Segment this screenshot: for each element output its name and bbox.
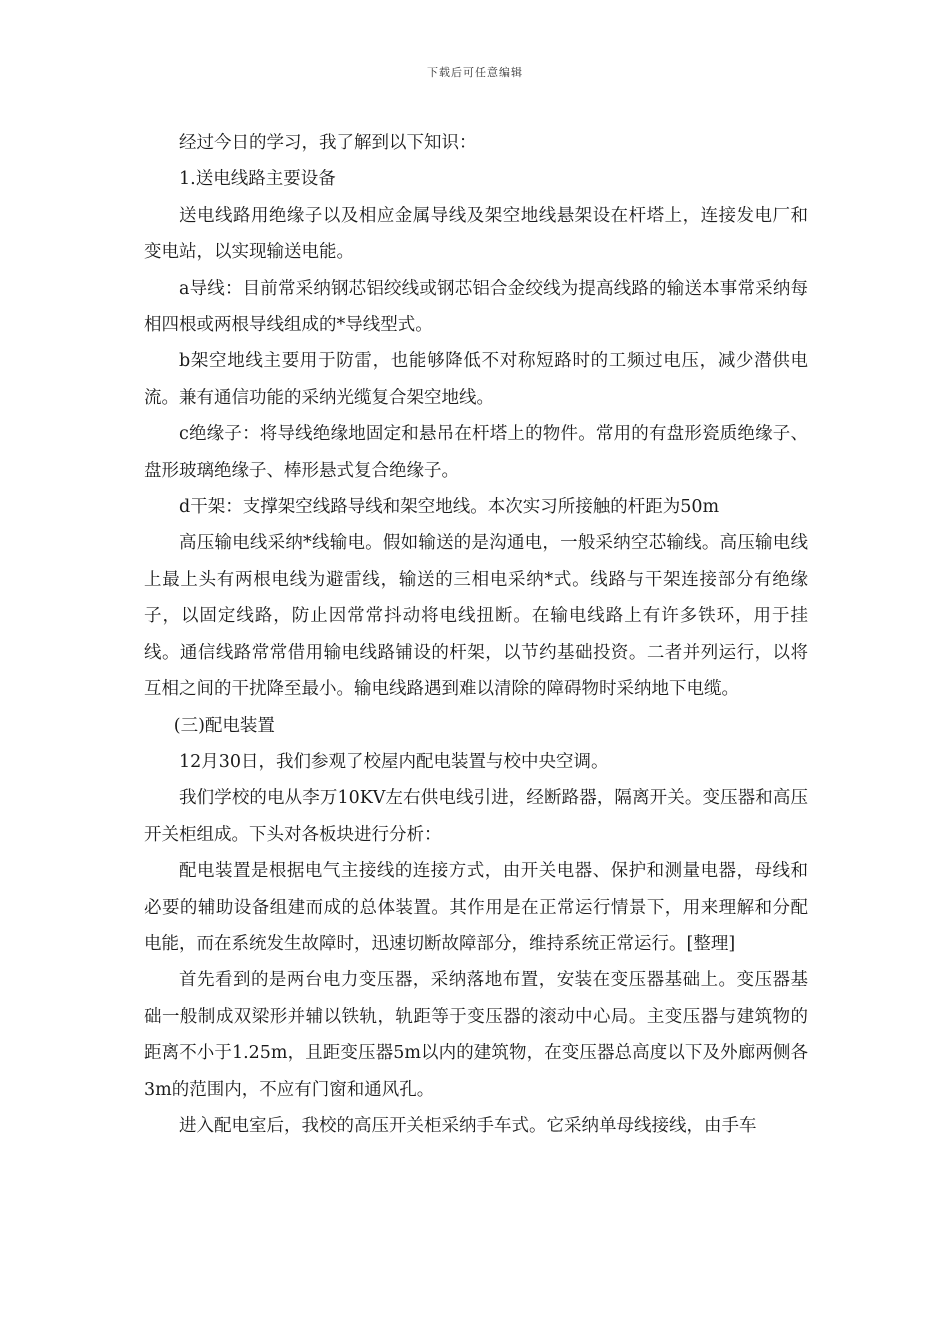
section-heading-transmission-equipment: 1.送电线路主要设备: [179, 169, 336, 190]
paragraph-transmission-overview: 送电线路用绝缘子以及相应金属导线及架空地线悬架设在杆塔上，连接发电厂和变电站，以实现输送电能。: [144, 205, 808, 263]
paragraph-transformer: 首先看到的是两台电力变压器，采纳落地布置，安装在变压器基础上。变压器基础一般制成双梁形并辅以铁轨，轨距等于变压器的滚动中心局。主变压器与建筑物的距离不小于1.25m，且距变压器5m以内的建筑物，在变压器总高度以下及外廊两侧各3m的范围内，不应有门窗和通风孔。: [144, 970, 808, 1100]
paragraph-insulator: c绝缘子：将导线绝缘地固定和悬吊在杆塔上的物件。常用的有盘形瓷质绝缘子、盘形玻璃绝缘子、棒形悬式复合绝缘子。: [144, 424, 808, 481]
paragraph-tower: d干架：支撑架空线路导线和架空地线。本次实习所接触的杆距为50m: [179, 497, 720, 518]
paragraph-switchgear: 进入配电室后，我校的高压开关柜采纳手车式。它采纳单母线接线，由手车: [179, 1115, 757, 1136]
section-heading-distribution: (三)配电装置: [173, 715, 275, 736]
page-header: 下载后可任意编辑: [427, 66, 523, 79]
paragraph-visit-date: 12月30日，我们参观了校屋内配电装置与校中央空调。: [179, 751, 609, 772]
paragraph-school-power: 我们学校的电从李万10KV左右供电线引进，经断路器，隔离开关。变压器和高压开关柜组成。下头对各板块进行分析：: [144, 788, 808, 845]
document-body: [144, 125, 808, 1144]
paragraph-intro: 经过今日的学习，我了解到以下知识：: [179, 133, 477, 153]
paragraph-distribution-definition: 配电装置是根据电气主接线的连接方式，由开关电器、保护和测量电器，母线和必要的辅助设备组建而成的总体装置。其作用是在正常运行情景下，用来理解和分配电能，而在系统发生故障时，迅速切断故障部分，维持系统正常运行。[整理]: [144, 861, 808, 954]
paragraph-high-voltage-line: 高压输电线采纳*线输电。假如输送的是沟通电，一般采纳空芯输线。高压输电线上最上头有两根电线为避雷线，输送的三相电采纳*式。线路与干架连接部分有绝缘子，以固定线路，防止因常常抖动将电线扭断。在输电线路上有许多铁环，用于挂线。通信线路常常借用输电线路铺设的杆架，以节约基础投资。二者并列运行，以将互相之间的干扰降至最小。输电线路遇到难以清除的障碍物时采纳地下电缆。: [144, 533, 808, 700]
paragraph-conductor: a导线：目前常采纳钢芯铝绞线或钢芯铝合金绞线为提高线路的输送本事常采纳每相四根或两根导线组成的*导线型式。: [144, 278, 808, 336]
paragraph-ground-wire: b架空地线主要用于防雷，也能够降低不对称短路时的工频过电压，减少潜供电流。兼有通信功能的采纳光缆复合架空地线。: [144, 351, 808, 408]
